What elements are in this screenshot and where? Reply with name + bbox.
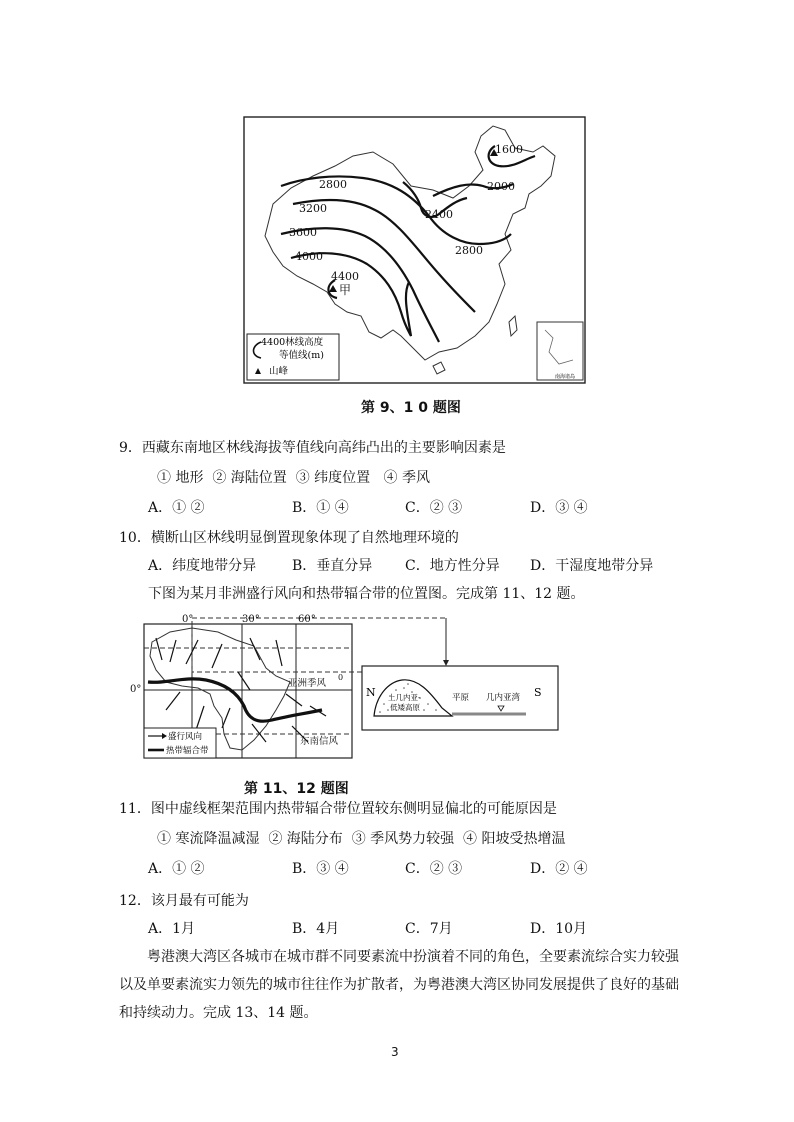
label-2800-east: 2800 (455, 244, 483, 257)
page-number: 3 (391, 1045, 399, 1059)
question-10-option-d: D．干湿度地带分异 (530, 558, 654, 574)
legend-line-label: 4400林线高度 (261, 337, 324, 348)
label-jia: 甲 (339, 283, 352, 297)
treeline-contour-map (243, 116, 586, 384)
profile-plain-label: 平原 (452, 693, 470, 703)
question-9-stem: 9．西藏东南地区林线海拔等值线向高纬凸出的主要影响因素是 (119, 440, 506, 456)
label-lon-0: 0° (182, 614, 194, 625)
question-11-items: ① 寒流降温减湿 ② 海陆分布 ③ 季风势力较强 ④ 阳坡受热增温 (157, 831, 566, 847)
question-9-items: ① 地形 ② 海陆位置 ③ 纬度位置 ④ 季风 (157, 470, 430, 486)
legend-peak-label: 山峰 (269, 366, 289, 377)
question-12-option-c: C．7月 (405, 921, 453, 937)
inset-label: 南海诸岛 (555, 374, 576, 380)
question-11-stem: 11．图中虚线框架范围内热带辐合带位置较东侧明显偏北的可能原因是 (119, 801, 557, 817)
question-9-option-d: D．③ ④ (530, 500, 588, 516)
label-asian-monsoon: 亚洲季风 (288, 678, 327, 689)
question-10-option-b: B．垂直分异 (292, 558, 373, 574)
question-10-option-a: A．纬度地带分异 (148, 558, 257, 574)
legend-line-label-2: 等值线(m) (279, 350, 324, 361)
intro-13-14: 粤港澳大湾区各城市在城市群不同要素流中扮演着不同的角色，全要素流综合实力较强以及单要素流实力领先的城市往往作为扩散者，为粤港澳大湾区协同发展提供了良好的基础和持续动力。完成 13、14 题。 (119, 949, 679, 1021)
figure-caption-11-12: 第 11、12 题图 (244, 781, 349, 797)
map1-legend (247, 334, 339, 380)
question-12-option-b: B．4月 (292, 921, 340, 937)
guinea-profile (362, 666, 558, 730)
legend-wind-label: 盛行风向 (168, 732, 203, 742)
profile-s: S (534, 686, 542, 699)
label-lat-0: 0° (130, 684, 142, 695)
question-9-option-a: A．① ② (148, 500, 205, 516)
question-9-option-b: B．① ④ (292, 500, 349, 516)
label-small-zero: 0 (338, 673, 344, 682)
map2-legend (144, 728, 216, 758)
question-10-stem: 10．横断山区林线明显倒置现象体现了自然地理环境的 (119, 530, 459, 546)
question-12-option-d: D．10月 (530, 921, 588, 937)
question-11-option-b: B．③ ④ (292, 861, 349, 877)
africa-itcz-map (126, 610, 560, 778)
leader-arrow (443, 660, 449, 666)
label-1600: 1600 (495, 143, 523, 156)
label-lon-30: 30° (242, 614, 260, 625)
south-sea-inset (537, 322, 583, 380)
label-3600: 3600 (289, 226, 317, 239)
question-10-option-c: C．地方性分异 (405, 558, 500, 574)
profile-n: N (366, 686, 376, 699)
label-4400: 4400 (331, 270, 359, 283)
label-3200: 3200 (299, 202, 327, 215)
label-lon-60: 60° (298, 614, 316, 625)
legend-itcz-label: 热带辐合带 (166, 746, 209, 756)
question-9-option-c: C．② ③ (405, 500, 463, 516)
label-2000: 2000 (487, 180, 515, 193)
question-11-option-c: C．② ③ (405, 861, 463, 877)
label-se-trade: 东南信风 (300, 736, 339, 747)
intro-11-12: 下图为某月非洲盛行风向和热带辐合带的位置图。完成第 11、12 题。 (148, 586, 585, 602)
label-2800-west: 2800 (319, 178, 347, 191)
question-12-option-a: A．1月 (148, 921, 196, 937)
profile-gulf-label: 几内亚湾 (486, 693, 521, 703)
label-4000: 4000 (295, 250, 323, 263)
figure-caption-9-10: 第 9、1 0 题图 (361, 400, 461, 416)
label-2400: 2400 (425, 208, 453, 221)
question-12-stem: 12．该月最有可能为 (119, 893, 249, 909)
profile-plateau-label-2: 低矮高原 (390, 703, 420, 712)
question-11-option-a: A．① ② (148, 861, 205, 877)
question-11-option-d: D．② ④ (530, 861, 588, 877)
profile-plateau-label-1: 上几内亚- (388, 693, 421, 702)
